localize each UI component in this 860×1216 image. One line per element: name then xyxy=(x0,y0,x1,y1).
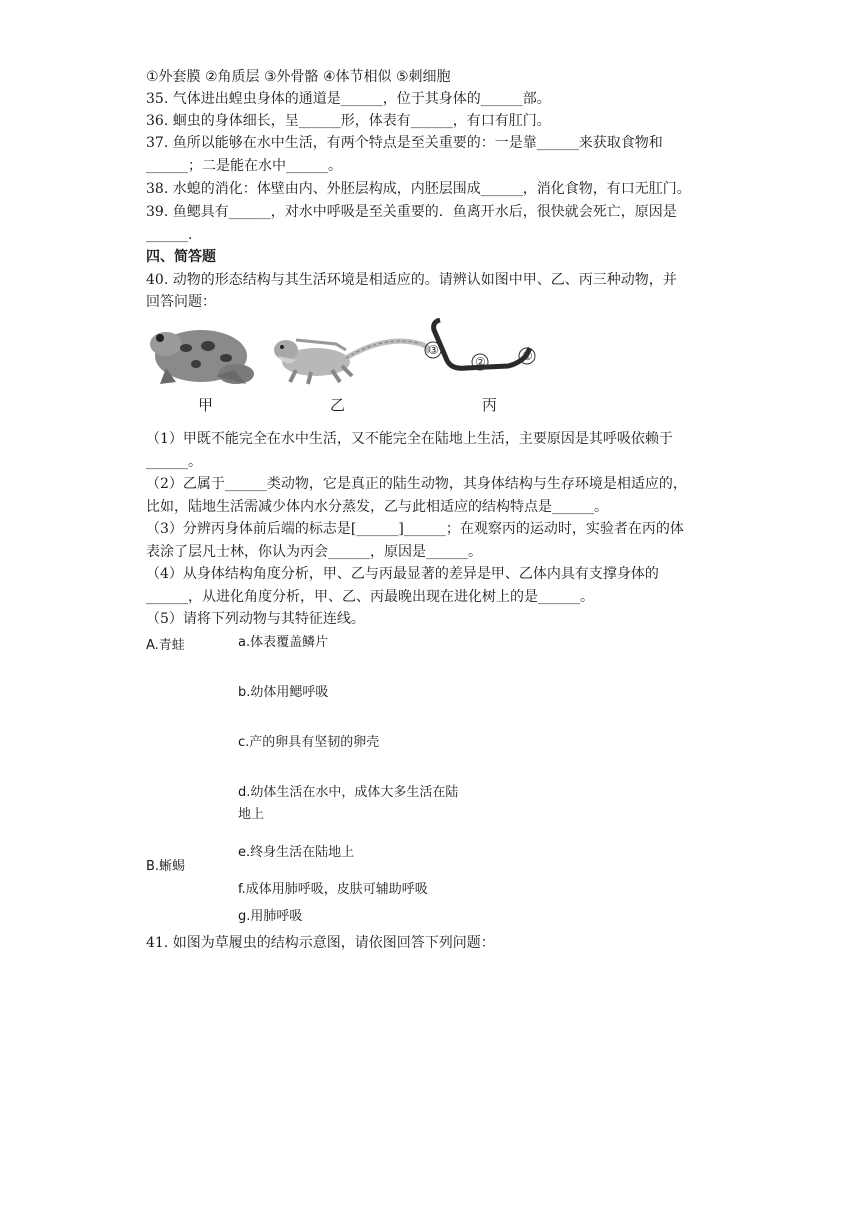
question-41: 41. 如图为草履虫的结构示意图，请依图回答下列问题： xyxy=(146,935,495,951)
sub-question-4-line2: ______，从进化角度分析，甲、乙、丙最晚出现在进化树上的是______。 xyxy=(146,589,594,605)
trait-g: g.用肺呼吸 xyxy=(238,909,303,924)
question-38: 38. 水螅的消化：体壁由内、外胚层构成，内胚层围成______，消化食物，有口无肛门。 xyxy=(146,181,691,197)
question-40-line2: 回答问题： xyxy=(146,294,216,310)
sub-question-2-line2: 比如，陆地生活需减少体内水分蒸发，乙与此相适应的结构特点是______。 xyxy=(146,499,608,515)
trait-a: a.体表覆盖鳞片 xyxy=(238,635,329,650)
question-37-line2: ______；二是能在水中______。 xyxy=(146,158,342,174)
trait-d-line2: 地上 xyxy=(238,807,265,822)
trait-f: f.成体用肺呼吸，皮肤可辅助呼吸 xyxy=(238,882,428,897)
trait-d-line1: d.幼体生活在水中，成体大多生活在陆 xyxy=(238,785,459,800)
caption-yi: 乙 xyxy=(330,396,346,414)
caption-jia: 甲 xyxy=(198,396,214,414)
sub-question-3-line2: 表涂了层凡士林，你认为丙会______，原因是______。 xyxy=(146,544,482,560)
caption-bing: 丙 xyxy=(482,396,498,414)
question-37-line1: 37. 鱼所以能够在水中生活，有两个特点是至关重要的：一是靠______来获取食物和 xyxy=(146,135,663,151)
trait-c: c.产的卵具有坚韧的卵壳 xyxy=(238,735,380,750)
marker-1: ① xyxy=(522,349,533,363)
question-35: 35. 气体进出蝗虫身体的通道是______，位于其身体的______部。 xyxy=(146,91,551,107)
sub-question-2-line1: （2）乙属于______类动物，它是真正的陆生动物，其身体结构与生存环境是相适应的， xyxy=(146,476,687,492)
animal-frog: A.青蛙 xyxy=(146,638,185,653)
question-39-line1: 39. 鱼鳃具有______，对水中呼吸是至关重要的．鱼离开水后，很快就会死亡，原因是 xyxy=(146,204,677,220)
options-line: ①外套膜 ②角质层 ③外骨骼 ④体节相似 ⑤刺细胞 xyxy=(146,69,451,85)
question-39-line2: ______. xyxy=(146,227,193,243)
sub-question-1-line1: （1）甲既不能完全在水中生活，又不能完全在陆地上生活，主要原因是其呼吸依赖于 xyxy=(146,431,673,447)
lizard-image xyxy=(274,340,428,384)
sub-question-5: （5）请将下列动物与其特征连线。 xyxy=(146,611,365,627)
marker-3: ③ xyxy=(428,343,439,357)
sub-question-4-line1: （4）从身体结构角度分析，甲、乙与丙最显著的差异是甲、乙体内具有支撑身体的 xyxy=(146,566,659,582)
frog-image xyxy=(150,330,254,384)
animal-lizard: B.蜥蜴 xyxy=(146,859,186,874)
question-36: 36. 蛔虫的身体细长，呈______形，体表有______，有口有肛门。 xyxy=(146,113,551,129)
question-40-line1: 40. 动物的形态结构与其生活环境是相适应的。请辨认如图中甲、乙、丙三种动物，并 xyxy=(146,272,677,288)
trait-e: e.终身生活在陆地上 xyxy=(238,845,355,860)
sub-question-1-line2: ______。 xyxy=(146,454,202,470)
trait-b: b.幼体用鳃呼吸 xyxy=(238,685,329,700)
sub-question-3-line1: （3）分辨丙身体前后端的标志是[______]______；在观察丙的运动时，实验者在丙的体 xyxy=(146,521,684,537)
marker-2: ② xyxy=(475,355,486,369)
section-title: 四、简答题 xyxy=(146,249,216,265)
